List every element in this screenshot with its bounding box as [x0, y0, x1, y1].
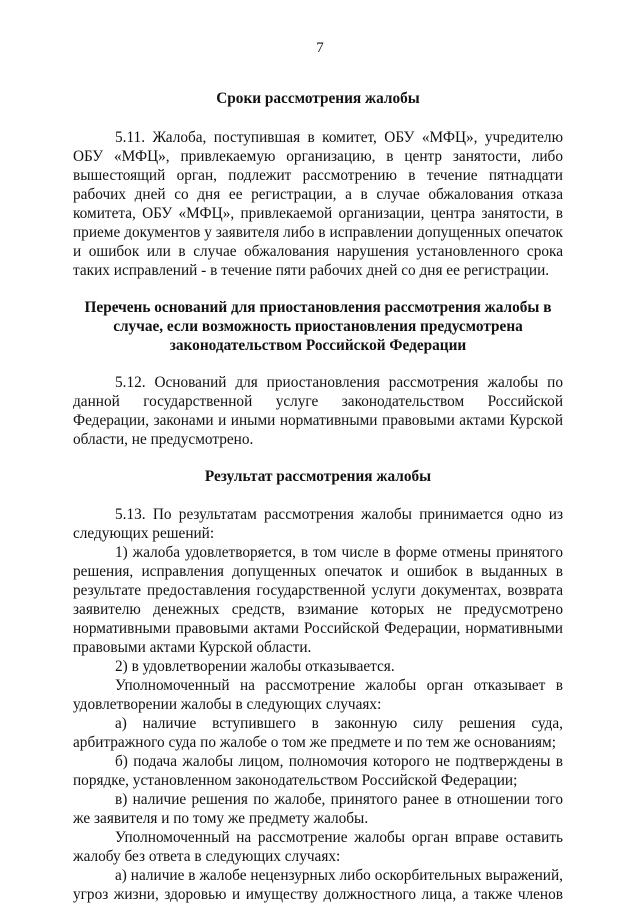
paragraph-refusal-c: в) наличие решения по жалобе, принятого ранее в отношении того же заявителя и по тому же предмету жалобы.: [73, 791, 563, 827]
heading-line: законодательством Российской Федерации: [169, 337, 467, 354]
paragraph-refusal-b: б) подача жалобы лицом, полномочия которого не подтверждены в порядке, установленном законодательством Российской Федерации;: [73, 753, 563, 789]
heading-line: случае, если возможность приостановления предусмотрена: [113, 318, 523, 335]
paragraph-no-answer-cases: Уполномоченный на рассмотрение жалобы орган вправе оставить жалобу без ответа в следующих случаях:: [73, 829, 563, 865]
paragraph-5-11: 5.11. Жалоба, поступившая в комитет, ОБУ «МФЦ», учредителю ОБУ «МФЦ», привлекаемую организацию, в центр занятости, либо вышестоящий орган, подлежит рассмотрению в течение пятнадцати рабочих дней со дня ее регистрации, а в случае обжалования отказа комитета, ОБУ «МФЦ», привлекаемой организации, центра занятости, в приеме документов у заявителя либо в исправлении допущенных опечаток и ошибок или в случае обжалования нарушения установленного срока таких исправлений - в течение пяти рабочих дней со дня ее регистрации.: [73, 129, 563, 279]
section-heading-review-terms: Сроки рассмотрения жалобы: [216, 90, 420, 107]
paragraph-refusal-cases: Уполномоченный на рассмотрение жалобы орган отказывает в удовлетворении жалобы в следующих случаях:: [73, 677, 563, 713]
paragraph-5-12: 5.12. Оснований для приостановления рассмотрения жалобы по данной государственной услуге законодательством Российской Федерации, законами и иными нормативными правовыми актами Курской области, не предусмотрено.: [73, 374, 563, 448]
heading-line: Перечень оснований для приостановления рассмотрения жалобы в: [84, 299, 552, 316]
page-content: [73, 89, 563, 904]
page-number: 7: [316, 40, 324, 56]
paragraph-decision-2: 2) в удовлетворении жалобы отказывается.: [115, 658, 395, 675]
paragraph-5-13: 5.13. По результатам рассмотрения жалобы принимается одно из следующих решений:: [73, 506, 563, 542]
section-heading-review-result: Результат рассмотрения жалобы: [204, 468, 432, 485]
paragraph-refusal-a: а) наличие вступившего в законную силу решения суда, арбитражного суда по жалобе о том же предмете и по тем же основаниям;: [73, 715, 563, 751]
section-heading-suspension-grounds: [73, 298, 563, 355]
paragraph-no-answer-a: а) наличие в жалобе нецензурных либо оскорбительных выражений, угроз жизни, здоровью и имуществу должностного лица, а также членов: [73, 867, 563, 903]
paragraph-decision-1: 1) жалоба удовлетворяется, в том числе в форме отмены принятого решения, исправления допущенных опечаток и ошибок в выданных в результате предоставления государственной услуги документах, возврата заявителю денежных средств, взимание которых не предусмотрено нормативными правовыми актами Российской Федерации, нормативными правовыми актами Курской области.: [73, 544, 563, 656]
